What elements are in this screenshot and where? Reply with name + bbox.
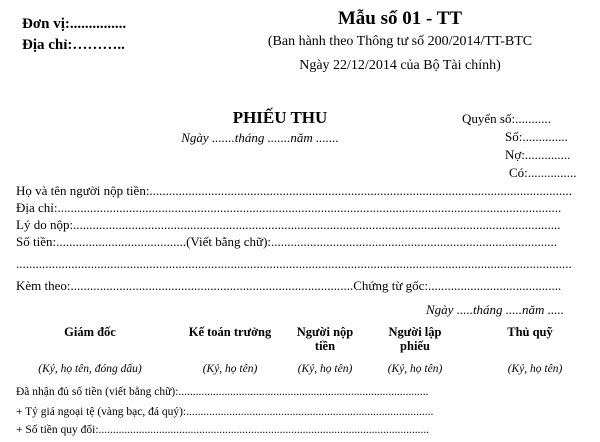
signature-title-cashier: Thủ quỹ bbox=[507, 325, 553, 339]
issued-line-1: (Ban hành theo Thông tư số 200/2014/TT-BTC bbox=[267, 34, 533, 49]
signature-title-preparer: Người lập phiếu bbox=[388, 325, 442, 353]
form-code: Mẫu số 01 - TT bbox=[337, 8, 463, 29]
reason-line: Lý do nộp:...................................................................................................................................................... bbox=[16, 217, 561, 232]
address-header-label: Địa chỉ:……….. bbox=[22, 37, 125, 53]
signature-note-cashier: (Ký, họ tên) bbox=[507, 363, 563, 375]
signature-title-chief-accountant: Kế toán trưởng bbox=[188, 325, 272, 339]
book-number: Quyển số:........... bbox=[462, 111, 551, 126]
attached-line: Kèm theo:.......................................................................................Chứng từ gốc:......................................... bbox=[16, 278, 562, 293]
signature-title-director: Giám đốc bbox=[64, 325, 116, 339]
receipt-date-line: Ngày .......tháng .......năm ....... bbox=[181, 130, 339, 145]
credit-account: Có:............... bbox=[509, 165, 577, 180]
signature-note-director: (Ký, họ tên, đóng dấu) bbox=[38, 363, 142, 375]
converted-amount-line: + Số tiền quy đổi:................................................................................................................... bbox=[16, 424, 430, 436]
receipt-title: PHIẾU THU bbox=[232, 108, 328, 127]
address-line: Địa chỉ:........................................................................................................................................................... bbox=[16, 200, 562, 215]
exchange-rate-line: + Tỷ giá ngoại tệ (vàng bạc, đá quý):...................................................................................... bbox=[16, 406, 434, 418]
sign-date-line: Ngày .....tháng .....năm ..... bbox=[426, 302, 564, 317]
signature-note-chief-accountant: (Ký, họ tên) bbox=[202, 363, 258, 375]
amount-line: Số tiền:........................................(Viết bằng chữ):........................................................................................ bbox=[16, 234, 558, 249]
received-words-line: Đã nhận đủ số tiền (viết bằng chữ):....................................................................................... bbox=[16, 386, 429, 398]
amount-continuation-line: ........................................................................................................................................................................... bbox=[16, 256, 572, 271]
receipt-number: Số:.............. bbox=[505, 129, 568, 144]
issued-line-2: Ngày 22/12/2014 của Bộ Tài chính) bbox=[299, 58, 501, 73]
signature-title-payer: Người nộp tiền bbox=[296, 325, 354, 353]
unit-label: Đơn vị:............... bbox=[22, 16, 127, 32]
signature-note-preparer: (Ký, họ tên) bbox=[387, 363, 443, 375]
debit-account: Nợ:.............. bbox=[505, 147, 571, 162]
payer-name-line: Họ và tên người nộp tiền:.................................................................................................................................. bbox=[16, 183, 572, 198]
signature-note-payer: (Ký, họ tên) bbox=[297, 363, 353, 375]
